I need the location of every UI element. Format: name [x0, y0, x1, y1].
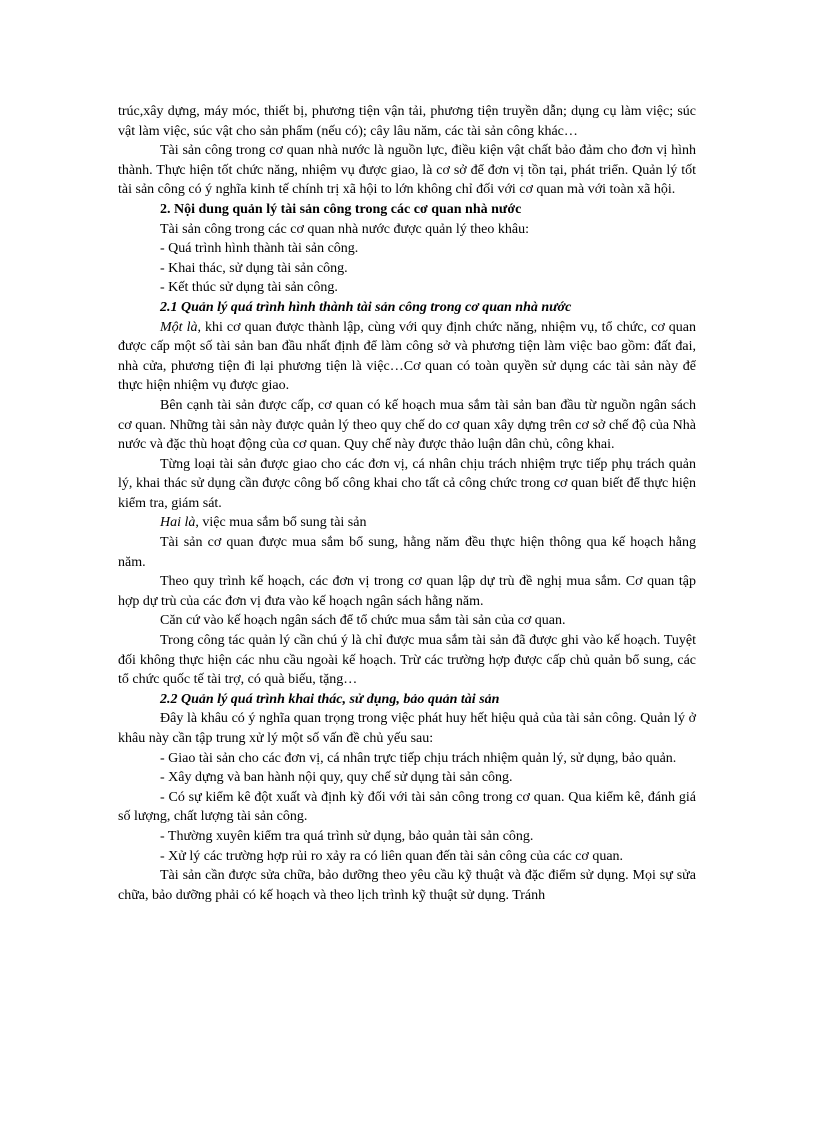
- paragraph: Một là, khi cơ quan được thành lập, cùng với quy định chức năng, nhiệm vụ, tổ chức, cơ quan được cấp một số tài sản ban đầu nhất định để làm công sở và phương tiện làm việc bao gồm: đất đai, nhà cửa, phương tiện đi lại phương tiện là việc…Cơ quan có toàn quyền sử dụng các tài sản này để thực hiện nhiệm vụ được giao.: [118, 319, 696, 394]
- section-heading-2: 2. Nội dung quản lý tài sản công trong các cơ quan nhà nước: [160, 201, 522, 217]
- paragraph: Tài sản cơ quan được mua sắm bổ sung, hằng năm đều thực hiện thông qua kế hoạch hằng năm.: [118, 535, 696, 570]
- subsection-heading-2-1: 2.1 Quản lý quá trình hình thành tài sản công trong cơ quan nhà nước: [160, 299, 572, 315]
- list-item: - Xử lý các trường hợp rủi ro xảy ra có liên quan đến tài sản công của các cơ quan.: [160, 848, 624, 864]
- list-item: - Quá trình hình thành tài sản công.: [160, 241, 359, 257]
- paragraph: Căn cứ vào kế hoạch ngân sách để tổ chức mua sắm tài sản của cơ quan.: [160, 613, 566, 629]
- list-item: - Giao tài sản cho các đơn vị, cá nhân trực tiếp chịu trách nhiệm quản lý, sử dụng, bảo quản.: [160, 750, 677, 766]
- paragraph: Tài sản cần được sửa chữa, bảo dưỡng theo yêu cầu kỹ thuật và đặc điểm sử dụng. Mọi sự sửa chữa, bảo dưỡng phải có kế hoạch và theo lịch trình kỹ thuật sử dụng. Tránh: [118, 868, 696, 903]
- paragraph: Tài sản công trong các cơ quan nhà nước được quản lý theo khâu:: [160, 221, 529, 237]
- paragraph: Trong công tác quản lý cần chú ý là chỉ được mua sắm tài sản đã được ghi vào kế hoạch. Tuyệt đối không thực hiện các nhu cầu ngoài kế hoạch. Trừ các trường hợp được cấp chủ quản bổ sung, các tổ chức quốc tế tài trợ, có quà biếu, tặng…: [118, 633, 696, 688]
- paragraph-continuation: trúc,xây dựng, máy móc, thiết bị, phương tiện vận tải, phương tiện truyền dẫn; dụng cụ làm việc; súc vật làm việc, súc vật cho sản phẩm (nếu có); cây lâu năm, các tài sản công khác…: [118, 104, 696, 139]
- lead-phrase: Một là: [160, 319, 198, 335]
- lead-phrase: Hai là: [160, 515, 196, 531]
- paragraph: Bên cạnh tài sản được cấp, cơ quan có kế hoạch mua sắm tài sản ban đầu từ nguồn ngân sách cơ quan. Những tài sản này được quản lý theo quy chế do cơ quan xây dựng trên cơ sở chế độ của Nhà nước và đặc thù hoạt động của cơ quan. Quy chế này được thảo luận dân chủ, công khai.: [118, 397, 696, 453]
- paragraph: Hai là, việc mua sắm bổ sung tài sản: [160, 515, 367, 531]
- paragraph-intro: Tài sản công trong cơ quan nhà nước là nguồn lực, điều kiện vật chất bảo đảm cho đơn vị hình thành. Thực hiện tốt chức năng, nhiệm vụ được giao, là cơ sở để đơn vị tồn tại, phát triển. Quản lý tốt tài sản công có ý nghĩa kinh tế chính trị xã hội to lớn không chỉ đối với cơ quan mà với toàn xã hội.: [118, 143, 696, 198]
- subsection-heading-2-2: 2.2 Quản lý quá trình khai thác, sử dụng, bảo quản tài sản: [160, 691, 500, 707]
- paragraph: Từng loại tài sản được giao cho các đơn vị, cá nhân chịu trách nhiệm trực tiếp phụ trách quản lý, khai thác sử dụng cần được công bố công khai cho tất cả công chức trong cơ quan biết để thực hiện kiểm tra, giám sát.: [118, 456, 696, 511]
- paragraph: Theo quy trình kế hoạch, các đơn vị trong cơ quan lập dự trù đề nghị mua sắm. Cơ quan tập hợp dự trù của các đơn vị đưa vào kế hoạch ngân sách hằng năm.: [118, 574, 696, 609]
- list-item: - Có sự kiểm kê đột xuất và định kỳ đối với tài sản công trong cơ quan. Qua kiểm kê, đánh giá số lượng, chất lượng tài sản công.: [118, 789, 696, 825]
- list-item: - Thường xuyên kiểm tra quá trình sử dụng, bảo quản tài sản công.: [160, 828, 534, 844]
- list-item: - Kết thúc sử dụng tài sản công.: [160, 280, 338, 296]
- paragraph: Đây là khâu có ý nghĩa quan trọng trong việc phát huy hết hiệu quả của tài sản công. Quản lý ở khâu này cần tập trung xử lý một số vấn đề chủ yếu sau:: [118, 711, 696, 746]
- list-item: - Khai thác, sử dụng tài sản công.: [160, 260, 348, 276]
- document-page: [118, 102, 696, 905]
- list-item: - Xây dựng và ban hành nội quy, quy chế sử dụng tài sản công.: [160, 770, 513, 786]
